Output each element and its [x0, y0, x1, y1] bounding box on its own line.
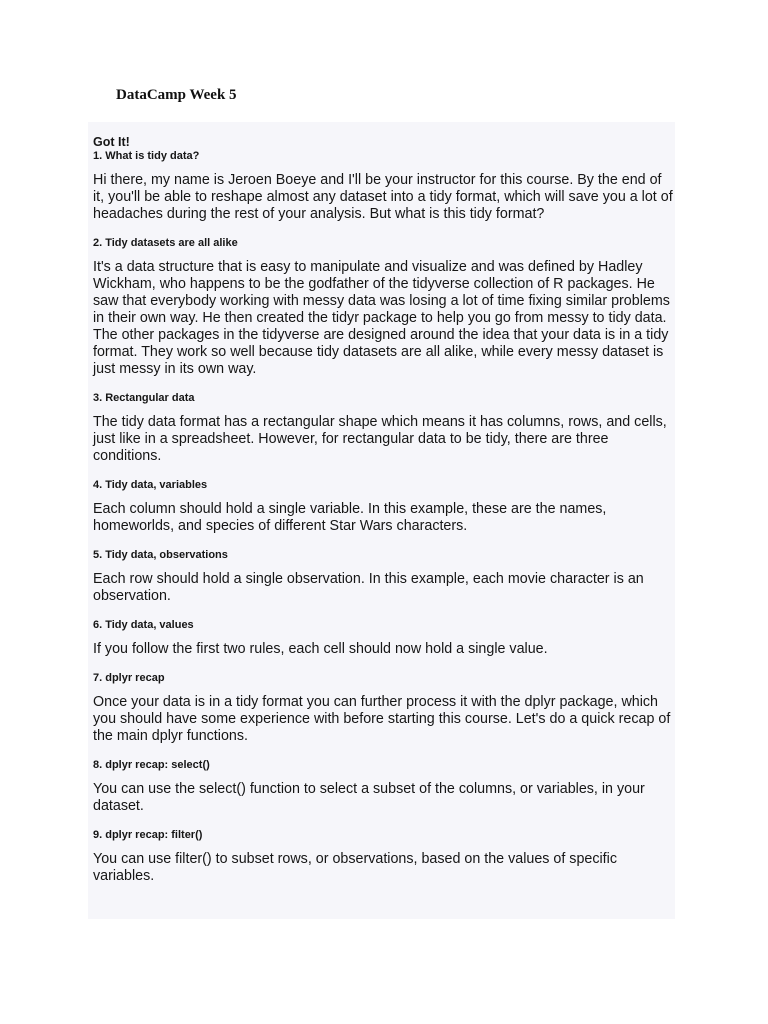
section-body: Each row should hold a single observation. In this example, each movie character is an observation. — [93, 571, 644, 604]
transcript-section — [93, 236, 675, 378]
transcript-section — [93, 478, 675, 535]
section-heading: 3. Rectangular data — [93, 392, 195, 404]
section-heading: 2. Tidy datasets are all alike — [93, 237, 238, 249]
transcript-section — [93, 671, 675, 745]
section-body: Each column should hold a single variable. In this example, these are the names, homeworlds, and species of different Star Wars characters. — [93, 501, 607, 534]
transcript-section — [93, 391, 675, 465]
section-body: The tidy data format has a rectangular shape which means it has columns, rows, and cells, just like in a spreadsheet. However, for rectangular data to be tidy, there are three conditions. — [93, 414, 667, 464]
got-it-label: Got It! — [93, 135, 130, 149]
transcript-section — [93, 618, 675, 658]
section-body: You can use filter() to subset rows, or observations, based on the values of specific variables. — [93, 851, 617, 884]
section-heading: 1. What is tidy data? — [93, 150, 200, 162]
section-heading: 6. Tidy data, values — [93, 619, 194, 631]
document-title: DataCamp Week 5 — [116, 87, 237, 103]
section-body: If you follow the first two rules, each cell should now hold a single value. — [93, 641, 548, 657]
transcript-section — [93, 758, 675, 815]
section-body: Hi there, my name is Jeroen Boeye and I'll be your instructor for this course. By the end of it, you'll be able to reshape almost any dataset into a tidy format, which will save you a lot of headaches during the rest of your analysis. But what is this tidy format? — [93, 172, 673, 222]
section-body: You can use the select() function to select a subset of the columns, or variables, in your dataset. — [93, 781, 645, 814]
transcript-section — [93, 548, 675, 605]
section-heading: 9. dplyr recap: filter() — [93, 829, 203, 841]
section-body: It's a data structure that is easy to manipulate and visualize and was defined by Hadley Wickham, who happens to be the godfather of the tidyverse collection of R packages. He saw that everybody working with messy data was losing a lot of time fixing similar problems in their own way. He then created the tidyr package to help you go from messy to tidy data. The other packages in the tidyverse are designed around the idea that your data is in a tidy format. They work so well because tidy datasets are all alike, while every messy dataset is just messy in its own way. — [93, 259, 670, 377]
transcript-section — [93, 828, 675, 885]
section-body: Once your data is in a tidy format you can further process it with the dplyr package, which you should have some experience with before starting this course. Let's do a quick recap of the main dplyr functions. — [93, 694, 671, 744]
section-heading: 8. dplyr recap: select() — [93, 759, 210, 771]
transcript-section — [93, 149, 675, 223]
section-heading: 5. Tidy data, observations — [93, 549, 228, 561]
transcript-panel — [88, 122, 675, 919]
section-heading: 4. Tidy data, variables — [93, 479, 208, 491]
section-heading: 7. dplyr recap — [93, 672, 165, 684]
